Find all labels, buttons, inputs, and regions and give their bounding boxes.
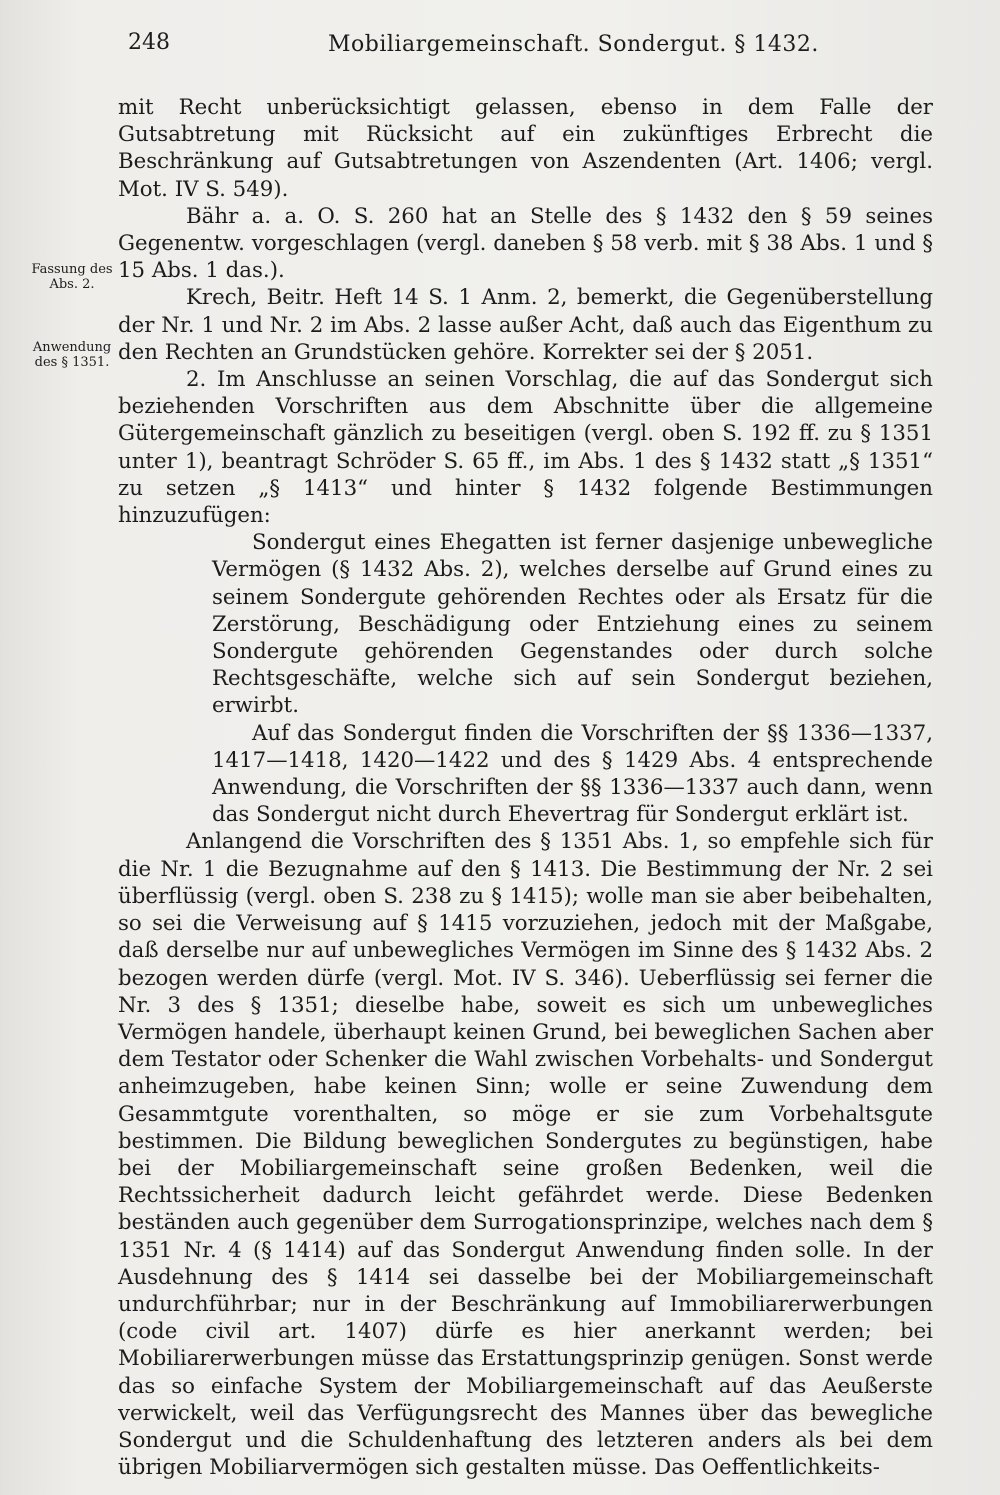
running-title: Mobiliargemeinschaft. Sondergut. § 1432. (328, 32, 819, 57)
margin-notes (22, 262, 122, 418)
paragraph: 2. Im Anschlusse an seinen Vorschlag, die auf das Sondergut sich beziehenden Vorschriften aus dem Abschnitte über die allgemeine Gütergemeinschaft gänzlich zu beseitigen (vergl. oben S. 192 ff. zu § 1351 unter 1), beantragt Schröder S. 65 ff., im Abs. 1 des § 1432 statt „§ 1351“ zu setzen „§ 1413“ und hinter § 1432 folgende Bestimmungen hinzuzufügen: (118, 367, 933, 529)
margin-note-anwendung: Anwendung des § 1351. (32, 340, 112, 370)
paragraph: Bähr a. a. O. S. 260 hat an Stelle des § 1432 den § 59 seines Gegenentw. vorgeschlagen (vergl. daneben § 58 verb. mit § 38 Abs. 1 und § 15 Abs. 1 das.). (118, 203, 933, 284)
body-text (118, 94, 933, 1481)
paragraph: mit Recht unberücksichtigt gelassen, ebenso in dem Falle der Gutsabtretung mit Rücksicht auf ein zukünftiges Erbrecht die Beschränkung auf Gutsabtretungen von Aszendenten (Art. 1406; vergl. Mot. IV S. 549). (118, 95, 933, 202)
quote-paragraph: Sondergut eines Ehegatten ist ferner dasjenige unbewegliche Vermögen (§ 1432 Abs. 2), welches derselbe auf Grund eines zu seinem Sondergute gehörenden Rechtes oder als Ersatz für die Zerstörung, Beschädigung oder Entziehung eines zu seinem Sondergute gehörenden Gegenstandes oder durch solche Rechtsgeschäfte, welche sich auf sein Sondergut beziehen, erwirbt. (212, 530, 933, 719)
page-header (128, 26, 918, 66)
quote-paragraph: Auf das Sondergut finden die Vorschriften der §§ 1336—1337, 1417—1418, 1420—1422 und des § 1429 Abs. 4 entsprechende Anwendung, die Vorschriften der §§ 1336—1337 auch dann, wenn das Sondergut nicht durch Ehevertrag für Sondergut erklärt ist. (212, 720, 933, 828)
proposed-provisions (118, 529, 933, 828)
page-number: 248 (128, 30, 170, 55)
paragraph: Krech, Beitr. Heft 14 S. 1 Anm. 2, bemerkt, die Gegenüberstellung der Nr. 1 und Nr. 2 im Abs. 2 lasse außer Acht, daß auch das Eigenthum zu den Rechten an Grundstücken gehöre. Korrekter sei der § 2051. (118, 285, 933, 365)
paragraph: Anlangend die Vorschriften des § 1351 Abs. 1, so empfehle sich für die Nr. 1 die Bezugnahme auf den § 1413. Die Bestimmung der Nr. 2 sei überflüssig (vergl. oben S. 238 zu § 1415); wolle man sie aber beibehalten, so sei die Verweisung auf § 1415 vorzuziehen, jedoch mit der Maßgabe, daß derselbe nur auf unbewegliches Vermögen im Sinne des § 1432 Abs. 2 bezogen werden dürfe (vergl. Mot. IV S. 346). Ueberflüssig sei ferner die Nr. 3 des § 1351; dieselbe habe, soweit es sich um unbewegliches Vermögen handele, überhaupt keinen Grund, bei beweglichen Sachen aber dem Testator oder Schenker die Wahl zwischen Vorbehalts- und Sondergut anheimzugeben, habe keinen Sinn; wolle er seine Zuwendung dem Gesammtgute vorenthalten, so möge er sie zum Vorbehaltsgute bestimmen. Die Bildung beweglichen Sondergutes zu begünstigen, habe bei der Mobiliargemeinschaft seine großen Bedenken, weil die Rechtssicherheit dadurch leicht gefährdet werde. Diese Bedenken beständen auch gegenüber dem Surrogationsprinzipe, welches nach dem § 1351 Nr. 4 (§ 1414) auf das Sondergut Anwendung finden solle. In der Ausdehnung des § 1414 sei dasselbe bei der Mobiliargemeinschaft undurchführbar; nur in der Beschränkung auf Immobiliarerwerbungen (code civil art. 1407) dürfe es hier anerkannt werden; bei Mobiliarerwerbungen müsse das Erstattungsprinzip genügen. Sonst werde das so einfache System der Mobiliargemeinschaft auf das Aeußerste verwickelt, weil das Verfügungsrecht des Mannes über das bewegliche Sondergut und die Schuldenhaftung des letzteren anders als bei dem übrigen Mobiliarvermögen sich gestalten müsse. Das Oeffentlichkeits- (118, 829, 933, 1481)
margin-note-fassung: Fassung des Abs. 2. (31, 262, 113, 292)
